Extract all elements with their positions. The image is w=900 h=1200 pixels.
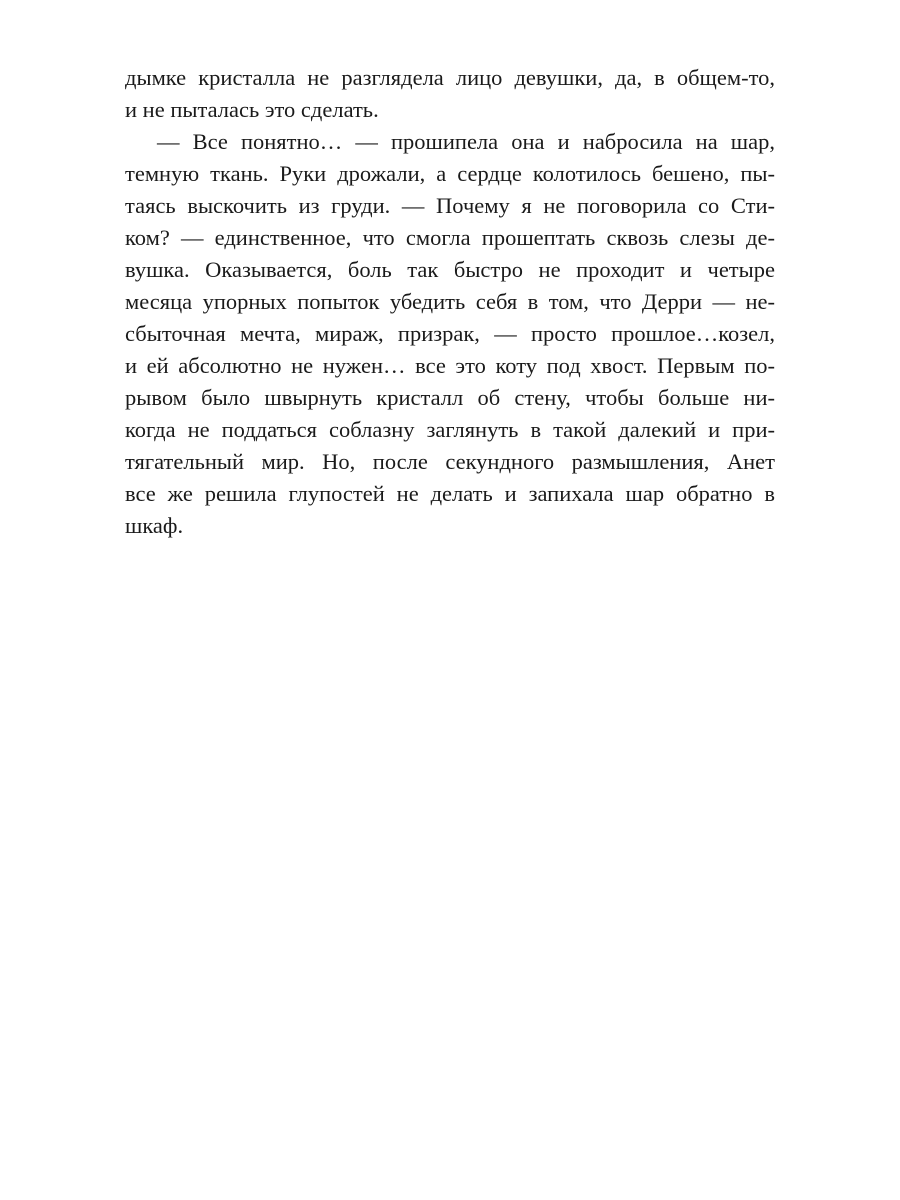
text-line: шкаф. [125,513,184,538]
text-line: и ей абсолютно не нужен… все это коту под хвост. Первым по- [125,353,775,378]
text-line: когда не поддаться соблазну заглянуть в такой далекий и при- [125,417,775,442]
text-line: темную ткань. Руки дрожали, а сердце колотилось бешено, пы- [125,161,775,186]
text-line: вушка. Оказывается, боль так быстро не проходит и четыре [125,257,775,282]
text-line: сбыточная мечта, мираж, призрак, — просто прошлое…козел, [125,321,775,346]
body-text [125,62,775,542]
text-line: рывом было швырнуть кристалл об стену, чтобы больше ни- [125,385,775,410]
text-line: — Все понятно… — прошипела она и набросила на шар, [157,129,775,154]
text-line: тягательный мир. Но, после секундного размышления, Анет [125,449,775,474]
text-line: месяца упорных попыток убедить себя в том, что Дерри — не- [125,289,775,314]
text-line: все же решила глупостей не делать и запихала шар обратно в [125,481,775,506]
text-line: дымке кристалла не разглядела лицо девушки, да, в общем-то, [125,65,775,90]
text-line: и не пыталась это сделать. [125,97,379,122]
text-line: таясь выскочить из груди. — Почему я не поговорила со Сти- [125,193,775,218]
text-line: ком? — единственное, что смогла прошептать сквозь слезы де- [125,225,775,250]
